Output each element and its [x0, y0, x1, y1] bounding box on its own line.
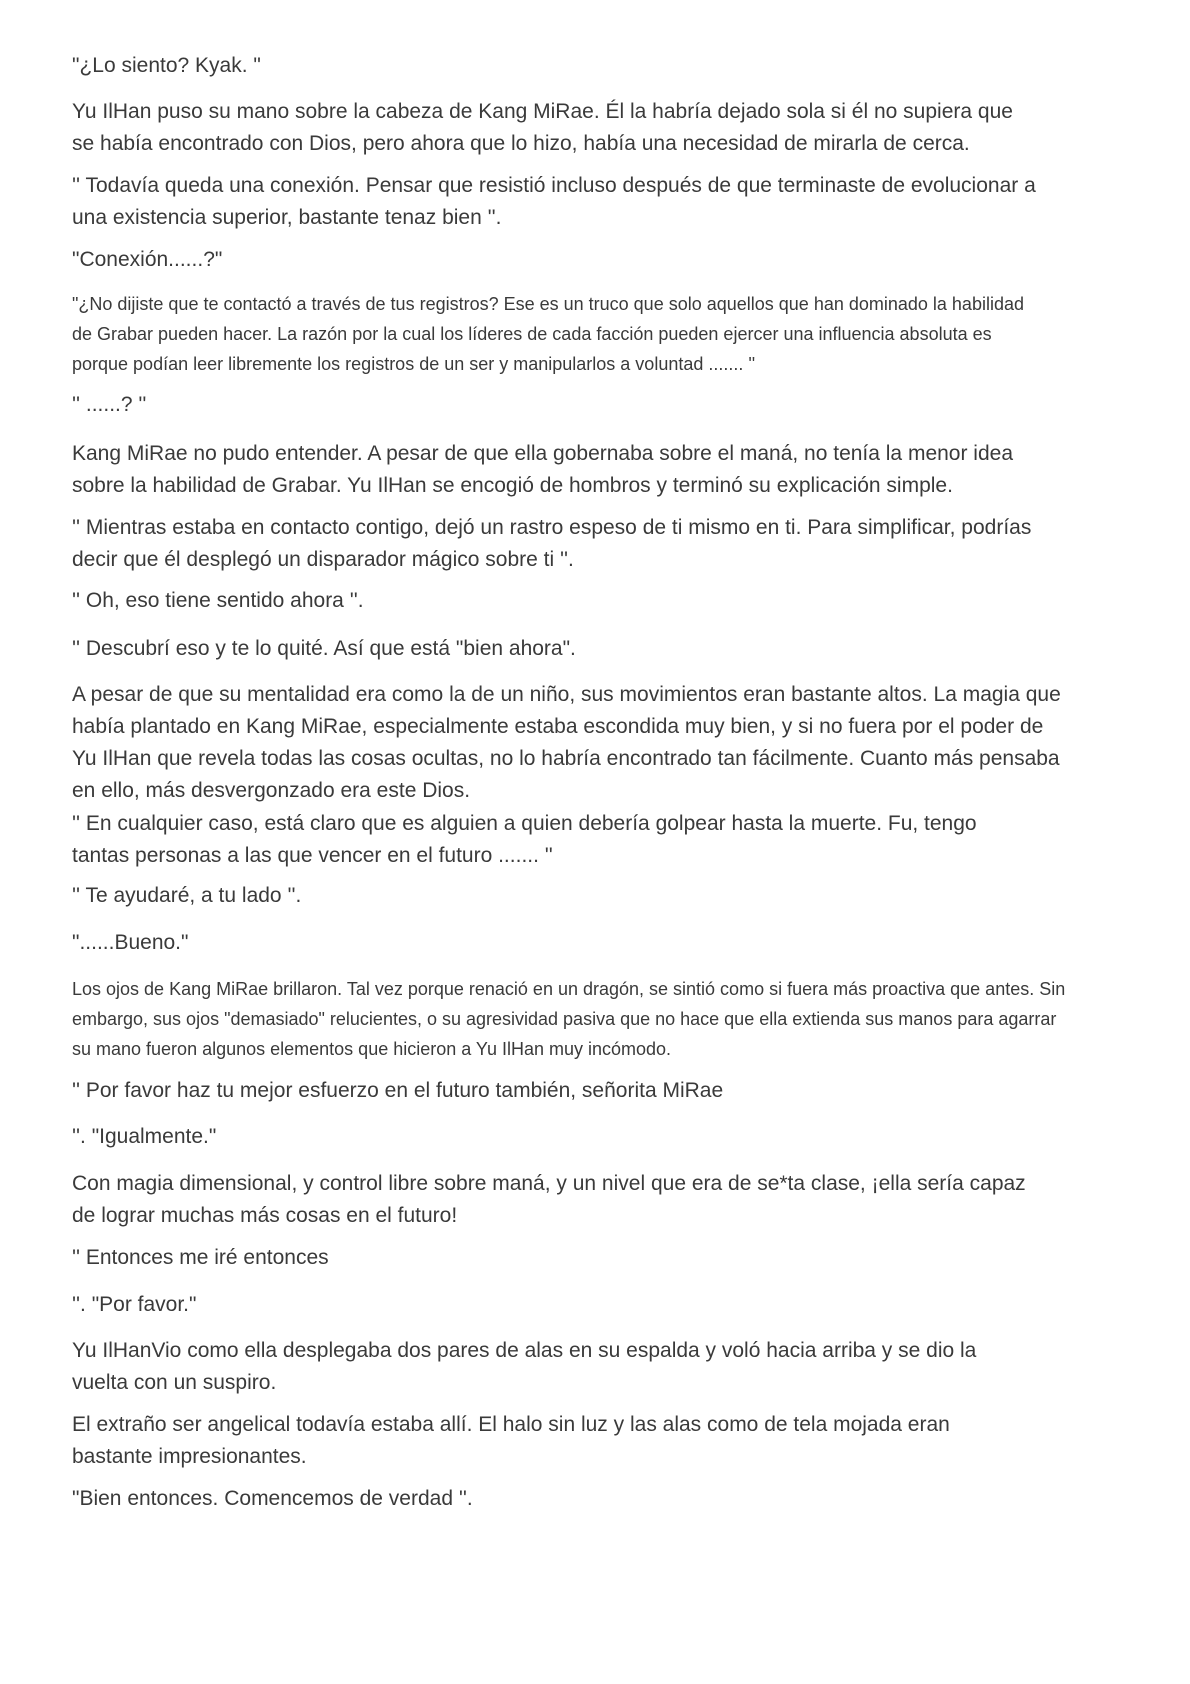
paragraph-8: '' Mientras estaba en contacto contigo, dejó un rastro espeso de ti mismo en ti. Para simplificar, podrías decir que él desplegó un disparador mágico sobre ti ''.	[72, 516, 1032, 571]
paragraph-1: "¿Lo siento? Kyak. "	[72, 54, 261, 77]
paragraph-20: ''. "Por favor."	[72, 1293, 197, 1316]
paragraph-15: Los ojos de Kang MiRae brillaron. Tal vez porque renació en un dragón, se sintió como si fuera más proactiva que antes. Sin embargo, sus ojos "demasiado" relucientes, o su agresividad pasiva que no hace que ella extienda sus manos para agarrar su mano fueron algunos elementos que hicieron a Yu IlHan muy incómodo.	[72, 979, 1066, 1059]
paragraph-11: A pesar de que su mentalidad era como la de un niño, sus movimientos eran bastante altos. La magia que había plantado en Kang MiRae, especialmente estaba escondida muy bien, y si no fuera por el poder de Yu IlHan que revela todas las cosas ocultas, no lo habría encontrado tan fácilmente. Cuanto más pensaba en ello, más desvergonzado era este Dios.	[72, 683, 1061, 802]
paragraph-12: '' En cualquier caso, está claro que es alguien a quien debería golpear hasta la muerte. Fu, tengo tantas personas a las que vencer en el futuro ....... ''	[72, 812, 977, 867]
paragraph-4: "Conexión......?"	[72, 248, 223, 271]
paragraph-22: El extraño ser angelical todavía estaba allí. El halo sin luz y las alas como de tela mojada eran bastante impresionantes.	[72, 1413, 950, 1468]
paragraph-21: Yu IlHanVio como ella desplegaba dos pares de alas en su espalda y voló hacia arriba y se dio la vuelta con un suspiro.	[72, 1339, 977, 1394]
paragraph-10: '' Descubrí eso y te lo quité. Así que está "bien ahora".	[72, 637, 576, 660]
paragraph-13: '' Te ayudaré, a tu lado ''.	[72, 884, 302, 907]
paragraph-6: '' ......? ''	[72, 393, 147, 416]
paragraph-19: '' Entonces me iré entonces	[72, 1246, 329, 1269]
paragraph-14: "......Bueno."	[72, 931, 189, 954]
paragraph-9: '' Oh, eso tiene sentido ahora ''.	[72, 589, 364, 612]
paragraph-23: "Bien entonces. Comencemos de verdad ''.	[72, 1487, 473, 1510]
paragraph-3: '' Todavía queda una conexión. Pensar que resistió incluso después de que terminaste de evolucionar a una existencia superior, bastante tenaz bien ''.	[72, 174, 1036, 229]
paragraph-17: ''. "Igualmente."	[72, 1125, 217, 1148]
paragraph-7: Kang MiRae no pudo entender. A pesar de que ella gobernaba sobre el maná, no tenía la menor idea sobre la habilidad de Grabar. Yu IlHan se encogió de hombros y terminó su explicación simple.	[72, 442, 1014, 497]
paragraph-2: Yu IlHan puso su mano sobre la cabeza de Kang MiRae. Él la habría dejado sola si él no supiera que se había encontrado con Dios, pero ahora que lo hizo, había una necesidad de mirarla de cerca.	[72, 100, 1013, 155]
paragraph-5: "¿No dijiste que te contactó a través de tus registros? Ese es un truco que solo aquellos que han dominado la habilidad de Grabar pueden hacer. La razón por la cual los líderes de cada facción pueden ejercer una influencia absoluta es porque podían leer libremente los registros de un ser y manipularlos a voluntad ....... ''	[72, 294, 1024, 374]
paragraph-18: Con magia dimensional, y control libre sobre maná, y un nivel que era de se*ta clase, ¡ella sería capaz de lograr muchas más cosas en el futuro!	[72, 1172, 1026, 1227]
paragraph-16: '' Por favor haz tu mejor esfuerzo en el futuro también, señorita MiRae	[72, 1079, 724, 1102]
